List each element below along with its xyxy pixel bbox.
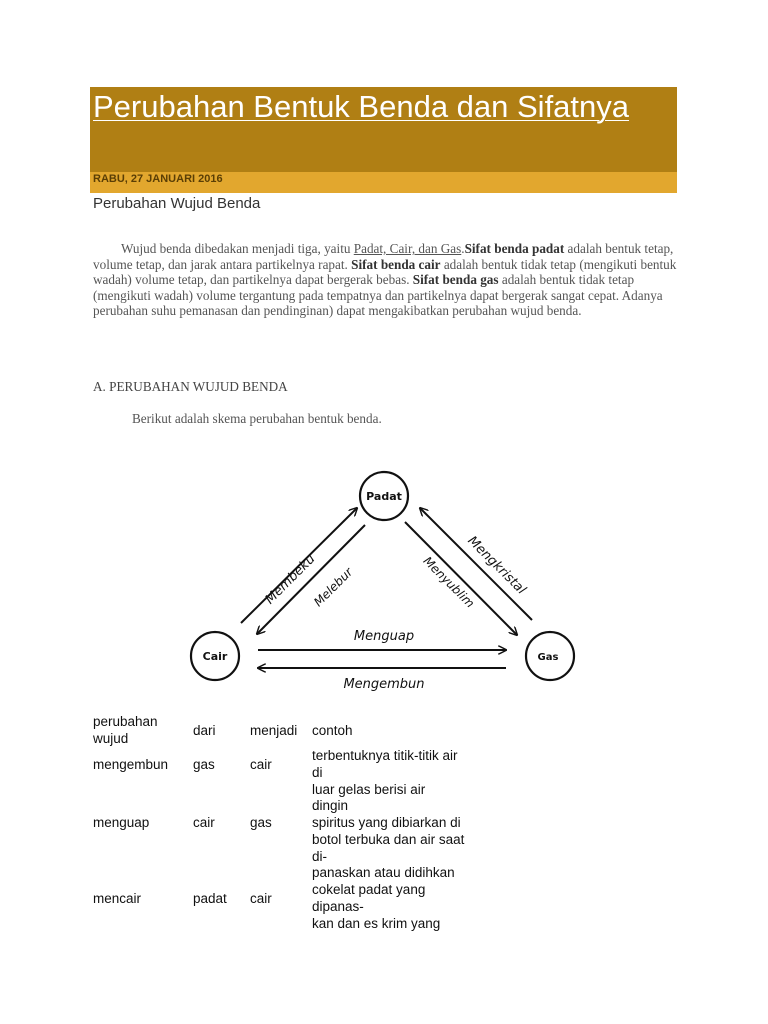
paragraph-text-2: adalah bentuk tetap, volume tetap, dan jarak antara partikelnya rapat. [93, 241, 674, 272]
table-cell: menguap [93, 815, 150, 830]
table-cell: mengembun [93, 757, 169, 772]
paragraph-period: . [461, 241, 465, 256]
table-cell: terbentuknya titik-titik air di luar gelas berisi air dingin [312, 748, 458, 814]
table-cell: gas [250, 815, 272, 830]
table-cell: gas [193, 757, 215, 772]
deposit-label: Mengkristal [464, 533, 529, 598]
states-link[interactable]: Padat, Cair, dan Gas [353, 241, 462, 256]
post-subtitle: Perubahan Wujud Benda [93, 195, 261, 212]
header-cell: dari [193, 723, 216, 738]
liquid-property-label: Sifat benda cair [351, 256, 441, 272]
table-cell: cair [250, 757, 272, 772]
table-cell: cokelat padat yang dipanas- kan dan es krim yang [312, 882, 441, 931]
evaporate-label: Menguap [353, 629, 415, 644]
node-gas [526, 632, 574, 680]
table-cell: padat [193, 891, 227, 906]
table-cell: cair [193, 815, 215, 830]
header-cell: contoh [312, 723, 353, 738]
post-title[interactable]: Perubahan Bentuk Benda dan Sifatnya [93, 89, 630, 124]
node-liquid [191, 632, 239, 680]
freeze-label: Membeku [262, 551, 319, 608]
table-cell: cair [250, 891, 272, 906]
paragraph-text-1: Wujud benda dibedakan menjadi tiga, yaitu [121, 241, 354, 256]
node-liquid-label: Cair [202, 650, 228, 663]
node-gas-label: Gas [537, 652, 559, 663]
gas-property-label: Sifat benda gas [412, 272, 499, 288]
solid-property-label: Sifat benda padat [464, 241, 565, 256]
section-heading: A. PERUBAHAN WUJUD BENDA [93, 379, 288, 394]
header-cell: perubahan wujud [93, 714, 158, 746]
intro-paragraph [93, 241, 678, 319]
table-cell: mencair [93, 891, 142, 906]
node-solid [360, 472, 408, 520]
table-cell: spiritus yang dibiarkan di botol terbuka dan air saat di- panaskan atau didihkan [312, 815, 465, 881]
section-intro: Berikut adalah skema perubahan bentuk benda. [132, 411, 382, 426]
melt-label: Melebur [311, 565, 356, 610]
sublimate-label: Menyublim [420, 553, 478, 611]
post-date: RABU, 27 JANUARI 2016 [93, 173, 223, 185]
phase-change-diagram [170, 460, 590, 700]
condense-label: Mengembun [343, 677, 425, 692]
header-cell: menjadi [250, 723, 298, 738]
node-solid-label: Padat [366, 490, 402, 503]
paragraph-text-3: adalah bentuk tidak tetap (mengikuti bentuk wadah) volume tetap, dan partikelnya dapat bergerak bebas. [93, 256, 677, 288]
paragraph-text-4: adalah bentuk tidak tetap (mengikuti wadah) volume tergantung pada tempatnya dan partikelnya dapat bergerak sangat cepat. Adanya perubahan suhu pemanasan dan pendinginan) dapat mengakibatkan perubahan wujud benda. [93, 272, 663, 319]
